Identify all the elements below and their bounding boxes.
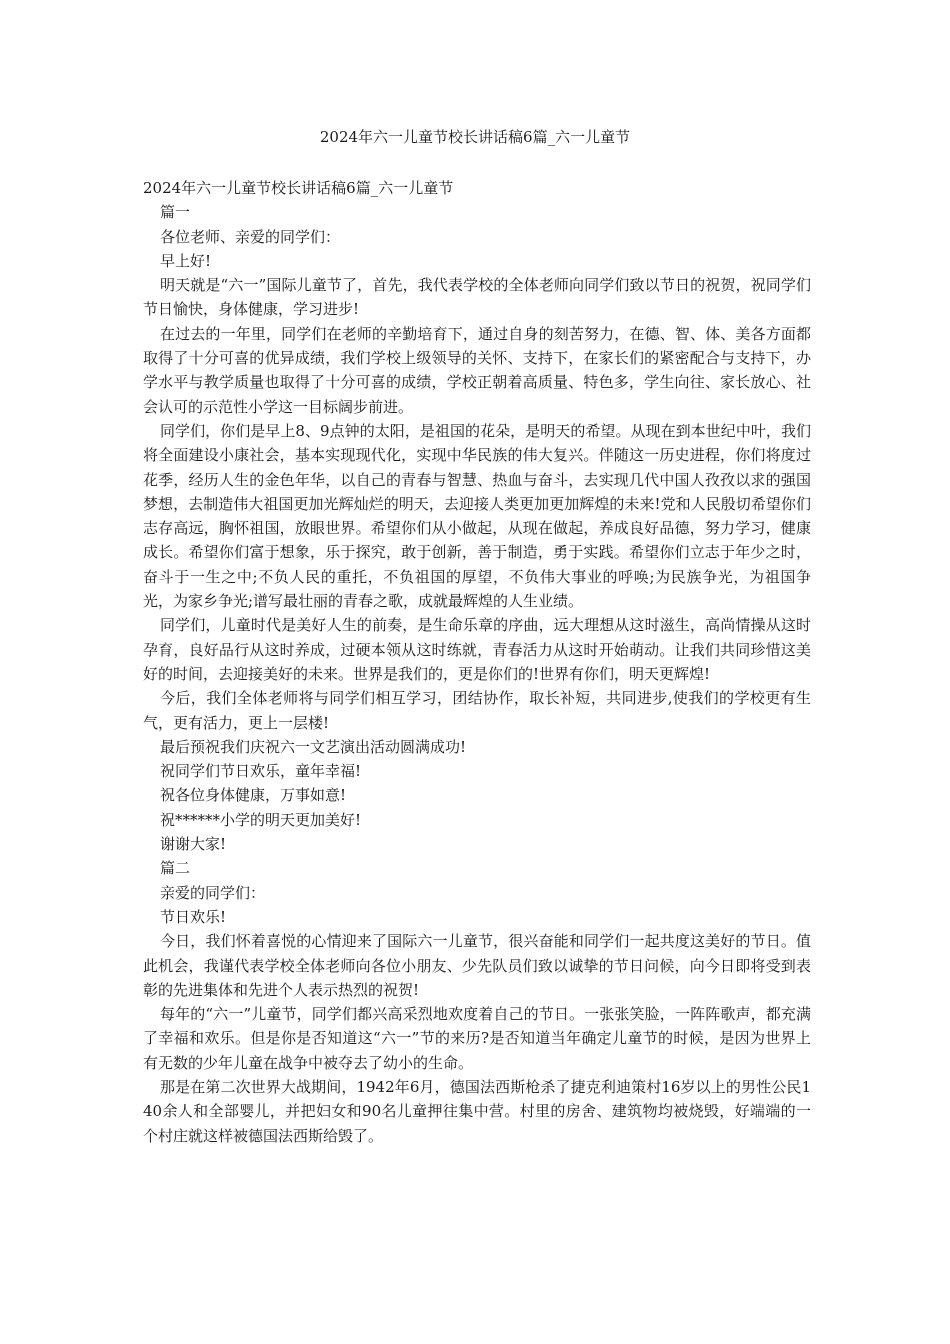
- body-paragraph: 祝******小学的明天更加美好!: [160, 810, 362, 829]
- body-paragraph: 今日，我们怀着喜悦的心情迎来了国际六一儿童节，很兴奋能和同学们一起共度这美好的节日。值此机会，我谨代表学校全体老师向各位小朋友、少先队员们致以诚挚的节日问候，向今日即将受到表彰的先进集体和先进个人表示热烈的祝贺!: [143, 932, 811, 999]
- section-heading: 篇二: [160, 859, 191, 878]
- body-paragraph: 那是在第二次世界大战期间，1942年6月，德国法西斯枪杀了捷克利迪策村16岁以上的男性公民140余人和全部婴儿，并把妇女和90名儿童押往集中营。村里的房舍、建筑物均被烧毁，好端端的一个村庄就这样被德国法西斯给毁了。: [143, 1077, 811, 1145]
- body-paragraph: 同学们，你们是早上8、9点钟的太阳，是祖国的花朵，是明天的希望。从现在到本世纪中叶，我们将全面建设小康社会，基本实现现代化，实现中华民族的伟大复兴。伴随这一历史进程，你们将度过花季，经历人生的金色年华，以自己的青春与智慧、热血与奋斗，去实现几代中国人孜孜以求的强国梦想，去制造伟大祖国更加光辉灿烂的明天，去迎接人类更加更加辉煌的未来!党和人民殷切希望你们志存高远，胸怀祖国，放眼世界。希望你们从小做起，从现在做起，养成良好品德，努力学习，健康成长。希望你们富于想象，乐于探究，敢于创新，善于制造，勇于实践。希望你们立志于年少之时，奋斗于一生之中;不负人民的重托，不负祖国的厚望，不负伟大事业的呼唤;为民族争光，为祖国争光，为家乡争光;谱写最壮丽的青春之歌，成就最辉煌的人生业绩。: [143, 421, 811, 611]
- body-paragraph: 同学们，儿童时代是美好人生的前奏，是生命乐章的序曲，远大理想从这时滋生，高尚情操从这时孕育，良好品行从这时养成，过硬本领从这时练就，青春活力从这时开始萌动。让我们共同珍惜这美好的时间，去迎接美好的未来。世界是我们的，更是你们的!世界有你们，明天更辉煌!: [143, 616, 811, 683]
- body-paragraph: 每年的“六一”儿童节，同学们都兴高采烈地欢度着自己的节日。一张张笑脸，一阵阵歌声，都充满了幸福和欢乐。但是你是否知道这“六一”节的来历?是否知道当年确定儿童节的时候，是因为世界上有无数的少年儿童在战争中被夺去了幼小的生命。: [143, 1005, 811, 1072]
- body-paragraph: 今后，我们全体老师将与同学们相互学习，团结协作，取长补短，共同进步,使我们的学校更有生气，更有活力，更上一层楼!: [143, 689, 811, 732]
- document-title: 2024年六一儿童节校长讲话稿6篇_六一儿童节: [319, 128, 631, 146]
- body-paragraph: 明天就是“六一”国际儿童节了，首先，我代表学校的全体老师向同学们致以节日的祝贺，祝同学们节日愉快，身体健康，学习进步!: [143, 276, 811, 319]
- section-heading: 篇一: [160, 203, 191, 222]
- body-paragraph: 祝各位身体健康，万事如意!: [160, 786, 347, 805]
- closing: 谢谢大家!: [160, 835, 227, 854]
- document-subtitle: 2024年六一儿童节校长讲话稿6篇_六一儿童节: [143, 179, 454, 197]
- salutation: 亲爱的同学们：: [160, 883, 266, 902]
- greeting: 节日欢乐!: [160, 907, 227, 926]
- body-paragraph: 最后预祝我们庆祝六一文艺演出活动圆满成功!: [160, 737, 467, 756]
- body-paragraph: 在过去的一年里，同学们在老师的辛勤培育下，通过自身的刻苦努力，在德、智、体、美各方面都取得了十分可喜的优异成绩，我们学校上级领导的关怀、支持下，在家长们的紧密配合与支持下，办学水平与教学质量也取得了十分可喜的成绩，学校正朝着高质量、特色多，学生向往、家长放心、社会认可的示范性小学这一目标阔步前进。: [143, 324, 811, 416]
- greeting: 早上好!: [160, 251, 212, 270]
- salutation: 各位老师、亲爱的同学们：: [160, 227, 341, 246]
- document-body: [143, 176, 811, 1148]
- body-paragraph: 祝同学们节日欢乐，童年幸福!: [160, 762, 362, 781]
